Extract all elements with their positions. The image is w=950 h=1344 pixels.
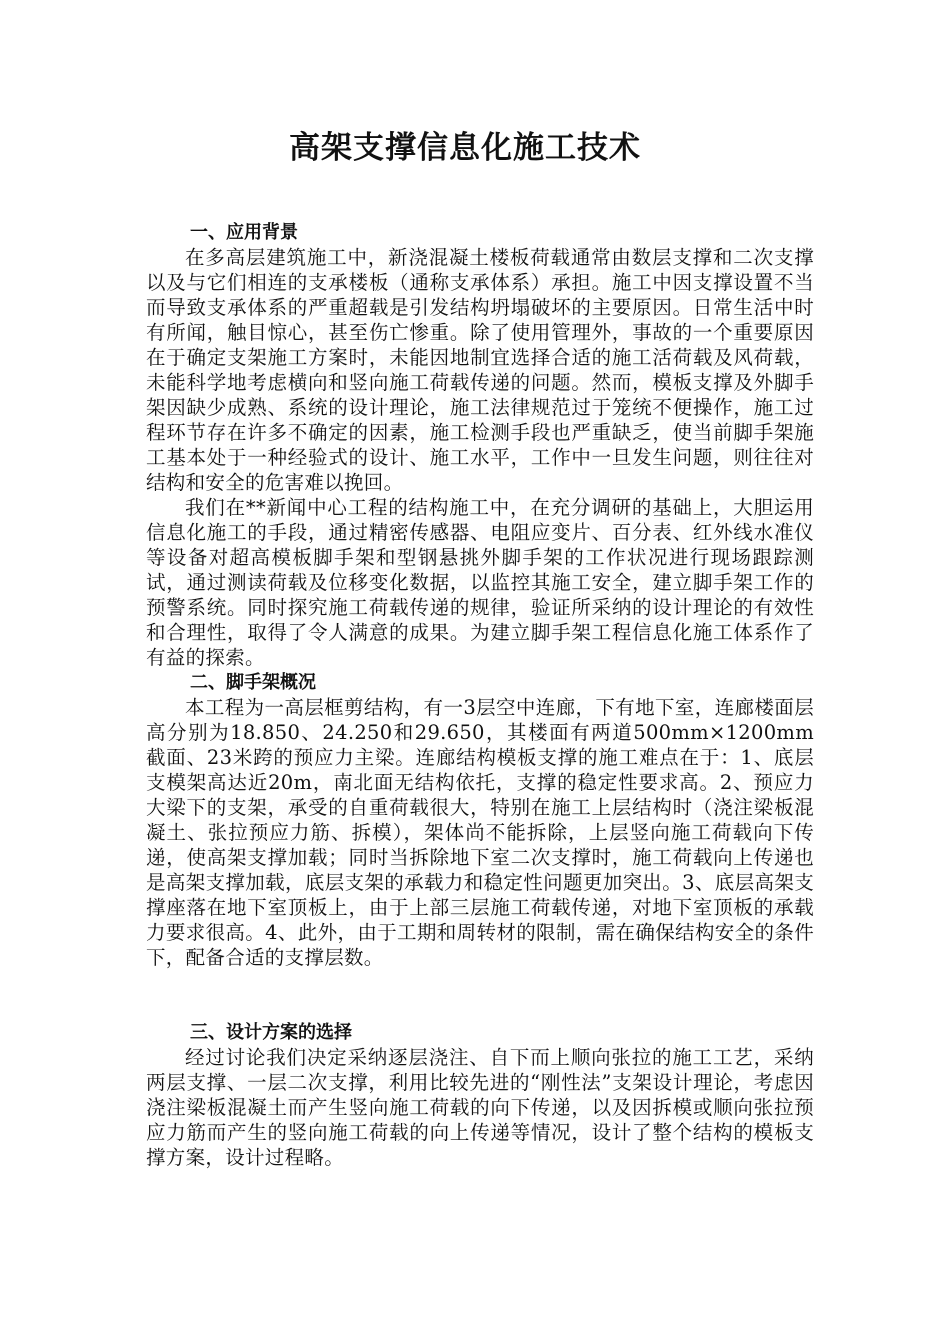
document-title: 高架支撑信息化施工技术 [289, 130, 641, 166]
section-heading: 一、应用背景 [190, 222, 298, 243]
section-design-selection [146, 1020, 814, 1170]
spacer [146, 970, 814, 1020]
document-body [146, 220, 814, 1170]
section-heading: 三、设计方案的选择 [190, 1022, 352, 1043]
paragraph: 本工程为一高层框剪结构，有一3层空中连廊，下有地下室，连廊楼面层高分别为18.850、24.250和29.650，其楼面有两道500mm×1200mm截面、23米跨的预应力主梁。连廊结构模板支撑的施工难点在于：1、底层支模架高达近20m，南北面无结构依托，支撑的稳定性要求高。2、预应力大梁下的支架，承受的自重荷载很大，特别在施工上层结构时（浇注梁板混凝土、张拉预应力筋、拆模），架体尚不能拆除，上层竖向施工荷载向下传递，使高架支撑加载；同时当拆除地下室二次支撑时，施工荷载向上传递也是高架支撑加载，底层支架的承载力和稳定性问题更加突出。3、底层高架支撑座落在地下室顶板上，由于上部三层施工荷载传递，对地下室顶板的承载力要求很高。4、此外，由于工期和周转材的限制，需在确保结构安全的条件下，配备合适的支撑层数。 [146, 696, 814, 969]
paragraph: 我们在**新闻中心工程的结构施工中，在充分调研的基础上，大胆运用信息化施工的手段，通过精密传感器、电阻应变片、百分表、红外线水准仪等设备对超高模板脚手架和型钢悬挑外脚手架的工作状况进行现场跟踪测试，通过测读荷载及位移变化数据，以监控其施工安全，建立脚手架工作的预警系统。同时探究施工荷载传递的规律，验证所采纳的设计理论的有效性和合理性，取得了令人满意的成果。为建立脚手架工程信息化施工体系作了有益的探索。 [146, 496, 814, 669]
section-heading: 二、脚手架概况 [190, 672, 316, 693]
section-scaffold-overview [146, 670, 814, 970]
section-application-background [146, 220, 814, 670]
paragraph: 在多高层建筑施工中，新浇混凝土楼板荷载通常由数层支撑和二次支撑以及与它们相连的支承楼板（通称支承体系）承担。施工中因支撑设置不当而导致支承体系的严重超载是引发结构坍塌破坏的主要原因。日常生活中时有所闻，触目惊心，甚至伤亡惨重。除了使用管理外，事故的一个重要原因在于确定支架施工方案时，未能因地制宜选择合适的施工活荷载及风荷载，未能科学地考虑横向和竖向施工荷载传递的问题。然而，模板支撑及外脚手架因缺少成熟、系统的设计理论，施工法律规范过于笼统不便操作，施工过程环节存在许多不确定的因素，施工检测手段也严重缺乏，使当前脚手架施工基本处于一种经验式的设计、施工水平，工作中一旦发生问题，则往往对结构和安全的危害难以挽回。 [146, 246, 814, 494]
paragraph: 经过讨论我们决定采纳逐层浇注、自下而上顺向张拉的施工工艺，采纳两层支撑、一层二次支撑，利用比较先进的“刚性法”支架设计理论，考虑因浇注梁板混凝土而产生竖向施工荷载的向下传递，以及因拆模或顺向张拉预应力筋而产生的竖向施工荷载的向上传递等情况，设计了整个结构的模板支撑方案，设计过程略。 [146, 1046, 814, 1169]
